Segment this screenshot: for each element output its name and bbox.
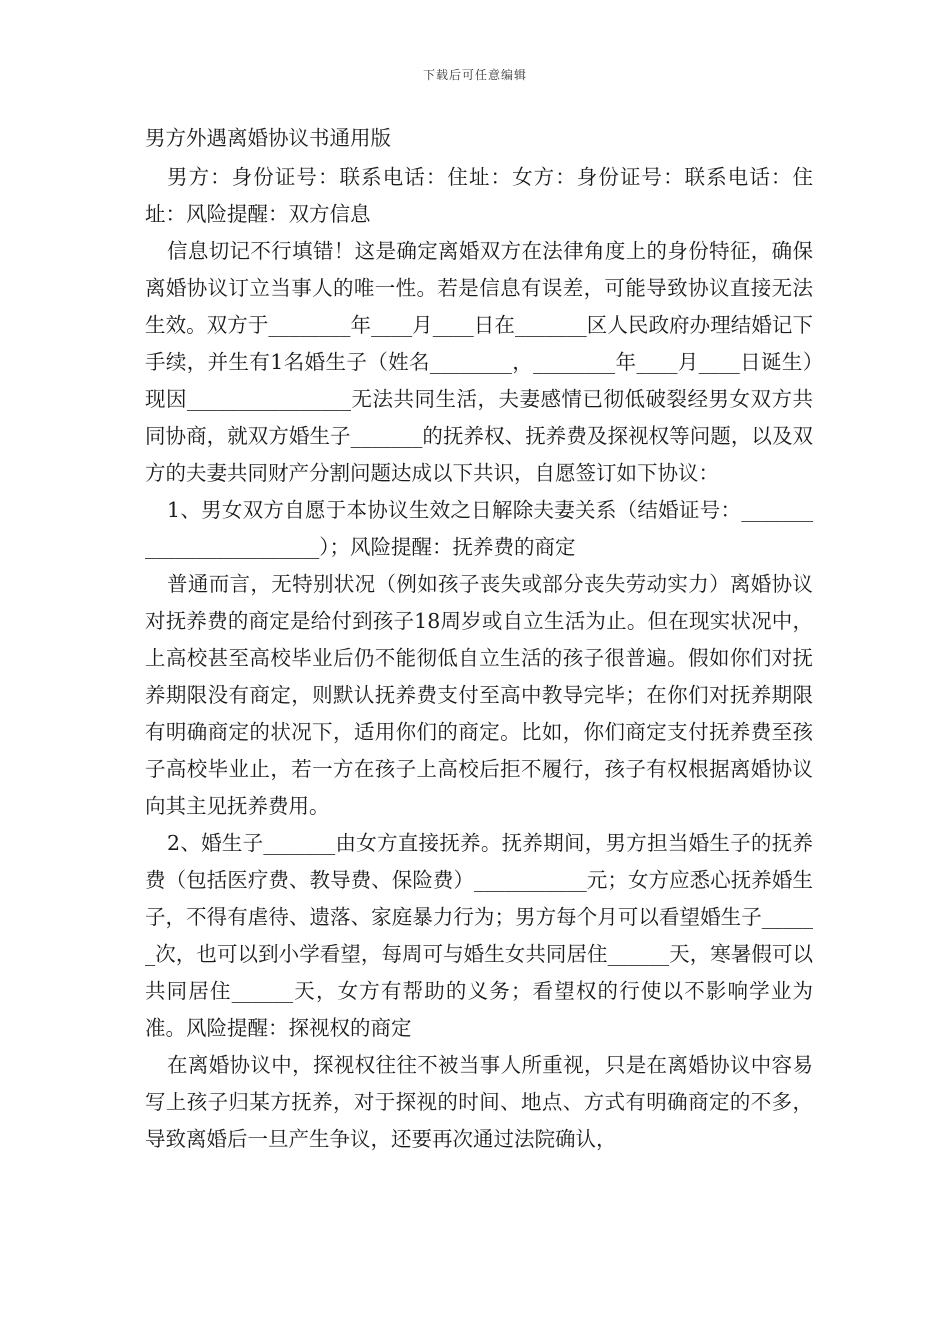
paragraph-visitation-note: 在离婚协议中，探视权往往不被当事人所重视，只是在离婚协议中容易写上孩子归某方抚养，对于探视的时间、地点、方式有明确商定的不多，导致离婚后一旦产生争议，还要再次通过法院确认，: [145, 1053, 813, 1151]
paragraph-clause-1: 1、男女双方自愿于本协议生效之日解除夫妻关系（结婚证号：________________________）；风险提醒：抚养费的商定: [145, 498, 813, 559]
paragraph-party-info: 男方：身份证号：联系电话：住址：女方：身份证号：联系电话：住址：风险提醒：双方信息: [145, 165, 813, 226]
document-title: 男方外遇离婚协议书通用版: [145, 126, 391, 150]
paragraph-support-note: 普通而言，无特别状况（例如孩子丧失或部分丧失劳动实力）离婚协议对抚养费的商定是给付到孩子18周岁或自立生活为止。但在现实状况中，上高校甚至高校毕业后仍不能彻低自立生活的孩子很普遍。假如你们对抚养期限没有商定，则默认抚养费支付至高中教导完毕；在你们对抚养期限有明确商定的状况下，适用你们的商定。比如，你们商定支付抚养费至孩子高校毕业止，若一方在孩子上高校后拒不履行，孩子有权根据离婚协议向其主见抚养费用。: [145, 572, 813, 818]
page-header-note: 下载后可任意编辑: [422, 68, 527, 82]
document-body: [145, 120, 813, 1158]
paragraph-clause-2: 2、婚生子_______由女方直接抚养。抚养期间，男方担当婚生子的抚养费（包括医疗费、教导费、保险费）___________元；女方应悉心抚养婚生子，不得有虐待、遗落、家庭暴力行为；男方每个月可以看望婚生子______次，也可以到小学看望，每周可与婚生女共同居住______天，寒暑假可以共同居住______天，女方有帮助的义务；看望权的行使以不影响学业为准。风险提醒：探视权的商定: [145, 831, 813, 1040]
paragraph-marriage-facts: 信息切记不行填错！这是确定离婚双方在法律角度上的身份特征，确保离婚协议订立当事人的唯一性。若是信息有误差，可能导致协议直接无法生效。双方于________年____月____日在_______区人民政府办理结婚记下手续，并生有1名婚生子（姓名________，________年____月____日诞生）现因________________无法共同生活，夫妻感情已彻低破裂经男女双方共同协商，就双方婚生子_______的抚养权、抚养费及探视权等问题，以及双方的夫妻共同财产分割问题达成以下共识，自愿签订如下协议：: [145, 239, 813, 485]
